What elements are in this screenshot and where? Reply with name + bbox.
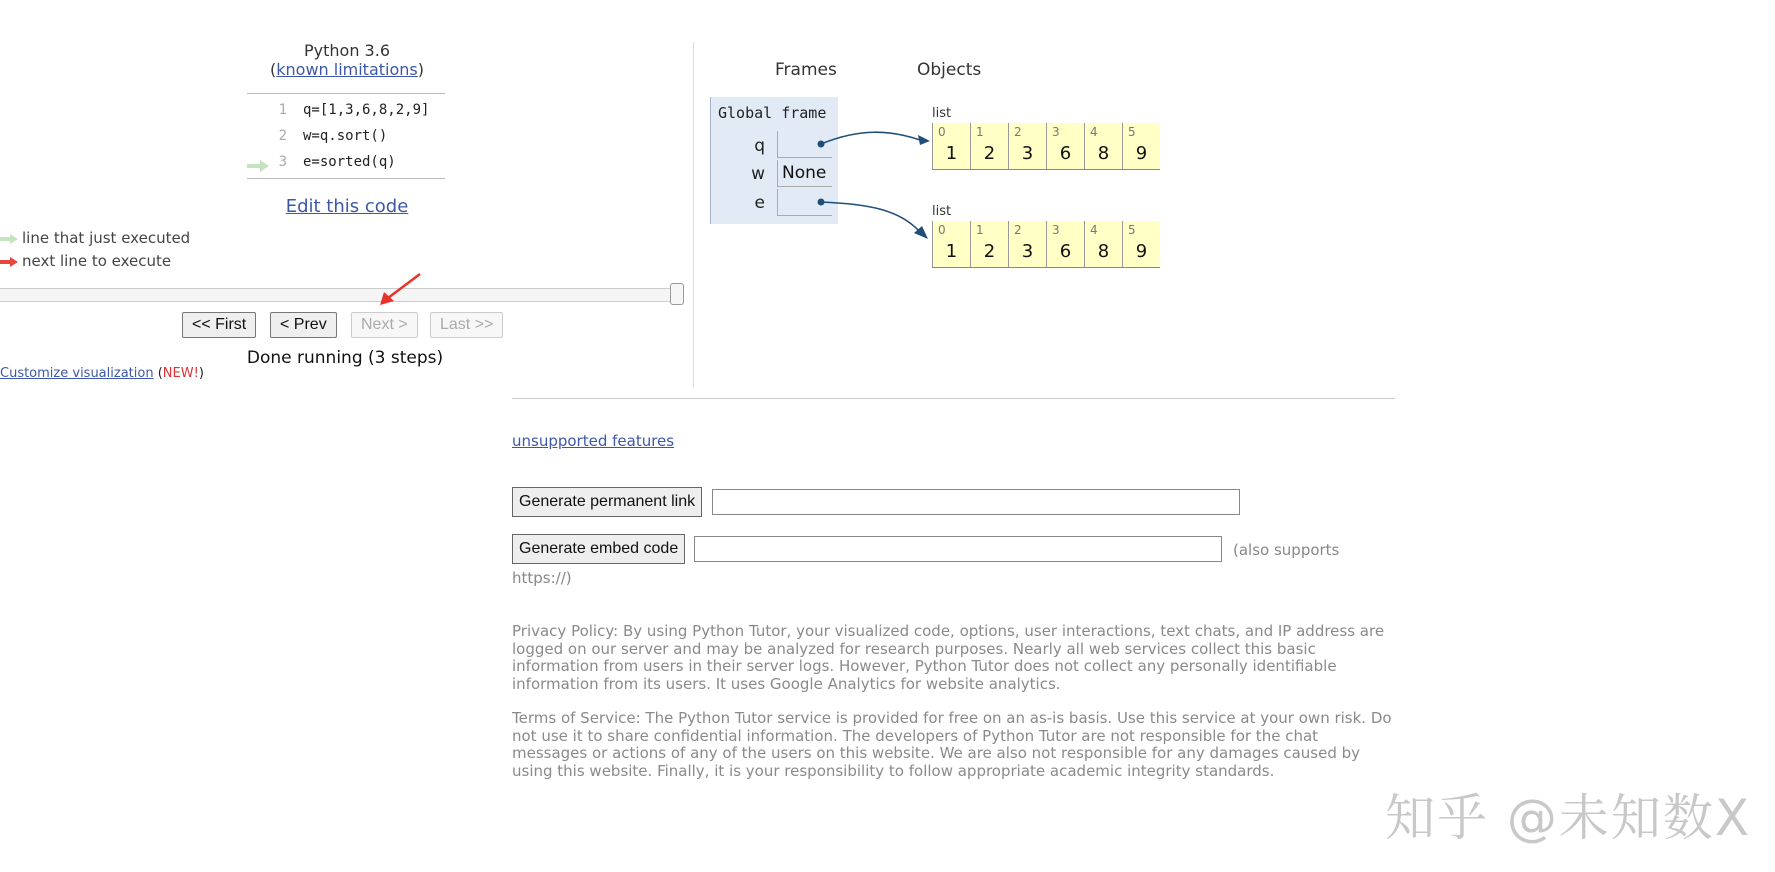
code-text: w=q.sort()	[303, 128, 388, 144]
new-paren-close: )	[198, 366, 204, 381]
list-cell	[1046, 123, 1084, 169]
list-value: 6	[1059, 241, 1072, 262]
known-limitations	[247, 60, 447, 80]
annotation-arrow-icon	[378, 272, 423, 307]
line-number: 2	[278, 128, 287, 144]
list-value: 3	[1021, 143, 1034, 164]
privacy-policy: Privacy Policy: By using Python Tutor, your visualized code, options, user interactions, text chats, and IP address are logged on our server and may be analyzed for research purposes. Nearly all web services collect this basic information from users in their server logs. However, Python Tutor does not collect any personally identifiable information from its users. It uses Google Analytics for website analytics.	[512, 622, 1385, 693]
code-line-1	[247, 98, 445, 124]
customize-visualization	[0, 366, 204, 381]
legend-next-line	[0, 251, 171, 271]
list-cell	[970, 123, 1008, 169]
list-index: 0	[938, 223, 946, 237]
also-supports-note: (also supports	[1233, 541, 1340, 559]
generate-embed-code-button[interactable]: Generate embed code	[512, 534, 685, 564]
list-cell	[932, 123, 970, 169]
list-cell	[1122, 123, 1160, 169]
list-value: 8	[1097, 143, 1110, 164]
step-slider-track[interactable]	[0, 288, 681, 302]
list-index: 4	[1090, 125, 1098, 139]
list-value: 6	[1059, 143, 1072, 164]
last-button[interactable]: Last >>	[430, 312, 503, 338]
variable-name-w: w	[751, 164, 765, 184]
edit-code-link[interactable]: Edit this code	[285, 196, 409, 217]
list-index: 3	[1052, 223, 1060, 237]
legend-just-executed	[0, 228, 190, 248]
terms-of-service: Terms of Service: The Python Tutor service is provided for free on an as-is basis. Use this service at your own risk. Do not use it to share confidential information. The developers of Python Tutor are not responsible for the chat messages or actions of any of the users on this website. We are also not responsible for any damages caused by using this website. Finally, it is your responsibility to follow appropriate academic integrity standards.	[512, 709, 1392, 780]
list-value: 1	[945, 143, 958, 164]
list-index: 1	[976, 125, 984, 139]
code-text: e=sorted(q)	[303, 154, 396, 170]
list-cell	[1046, 221, 1084, 267]
variable-name-e: e	[754, 193, 765, 213]
green-arrow-icon	[0, 229, 22, 247]
legend-just-executed-label: line that just executed	[22, 229, 191, 247]
limitations-paren-close: )	[417, 60, 424, 79]
code-line-3	[247, 150, 445, 176]
list-value: 9	[1135, 241, 1148, 262]
list-cell	[1084, 123, 1122, 169]
customize-visualization-link[interactable]: Customize visualization	[0, 366, 154, 381]
list-value: 2	[983, 241, 996, 262]
list-cell	[1084, 221, 1122, 267]
code-text: q=[1,3,6,8,2,9]	[303, 102, 430, 118]
list-value: 3	[1021, 241, 1034, 262]
list-cell	[1122, 221, 1160, 267]
frames-heading: Frames	[775, 60, 837, 80]
code-line-2	[247, 124, 445, 150]
permanent-link-field[interactable]	[712, 489, 1240, 515]
prev-button[interactable]: < Prev	[270, 312, 337, 338]
run-status: Done running (3 steps)	[246, 348, 444, 368]
list-cell	[932, 221, 970, 267]
variable-slot-e	[777, 189, 832, 216]
list-type-label: list	[932, 204, 952, 219]
embed-code-field[interactable]	[694, 536, 1222, 562]
line-number: 3	[278, 154, 287, 170]
objects-heading: Objects	[917, 60, 982, 80]
also-supports-note-cont: https://)	[512, 569, 572, 587]
known-limitations-link[interactable]: known limitations	[276, 60, 418, 79]
limitations-paren-open: (	[270, 60, 277, 79]
global-frame-title: Global frame	[718, 104, 827, 122]
list-index: 5	[1128, 125, 1136, 139]
list-value: 2	[983, 143, 996, 164]
vertical-divider	[693, 42, 694, 387]
code-panel	[247, 93, 445, 179]
variable-slot-w: None	[777, 160, 832, 187]
step-slider-handle[interactable]	[670, 283, 684, 305]
new-paren-open: (	[157, 366, 163, 381]
list-value: 1	[945, 241, 958, 262]
list-index: 1	[976, 223, 984, 237]
list-index: 3	[1052, 125, 1060, 139]
first-button[interactable]: << First	[182, 312, 256, 338]
variable-name-q: q	[754, 136, 765, 156]
list-object-1	[932, 123, 1160, 170]
list-value: 8	[1097, 241, 1110, 262]
just-executed-arrow-icon	[247, 156, 269, 180]
list-object-2	[932, 221, 1160, 268]
list-index: 2	[1014, 223, 1022, 237]
list-cell	[970, 221, 1008, 267]
list-cell	[1008, 221, 1046, 267]
horizontal-divider	[512, 398, 1395, 399]
list-index: 0	[938, 125, 946, 139]
language-title: Python 3.6	[304, 41, 390, 60]
legend-next-line-label: next line to execute	[22, 252, 172, 270]
watermark: 知乎 @未知数X	[1385, 789, 1752, 847]
list-cell	[1008, 123, 1046, 169]
list-index: 4	[1090, 223, 1098, 237]
line-number: 1	[278, 102, 287, 118]
list-value: 9	[1135, 143, 1148, 164]
next-button[interactable]: Next >	[351, 312, 418, 338]
generate-permanent-link-button[interactable]: Generate permanent link	[512, 487, 702, 517]
list-type-label: list	[932, 106, 952, 121]
list-index: 2	[1014, 125, 1022, 139]
variable-slot-q	[777, 131, 832, 158]
red-arrow-icon	[0, 252, 22, 270]
unsupported-features-link[interactable]: unsupported features	[512, 432, 675, 450]
new-badge: NEW!	[162, 366, 199, 381]
list-index: 5	[1128, 223, 1136, 237]
